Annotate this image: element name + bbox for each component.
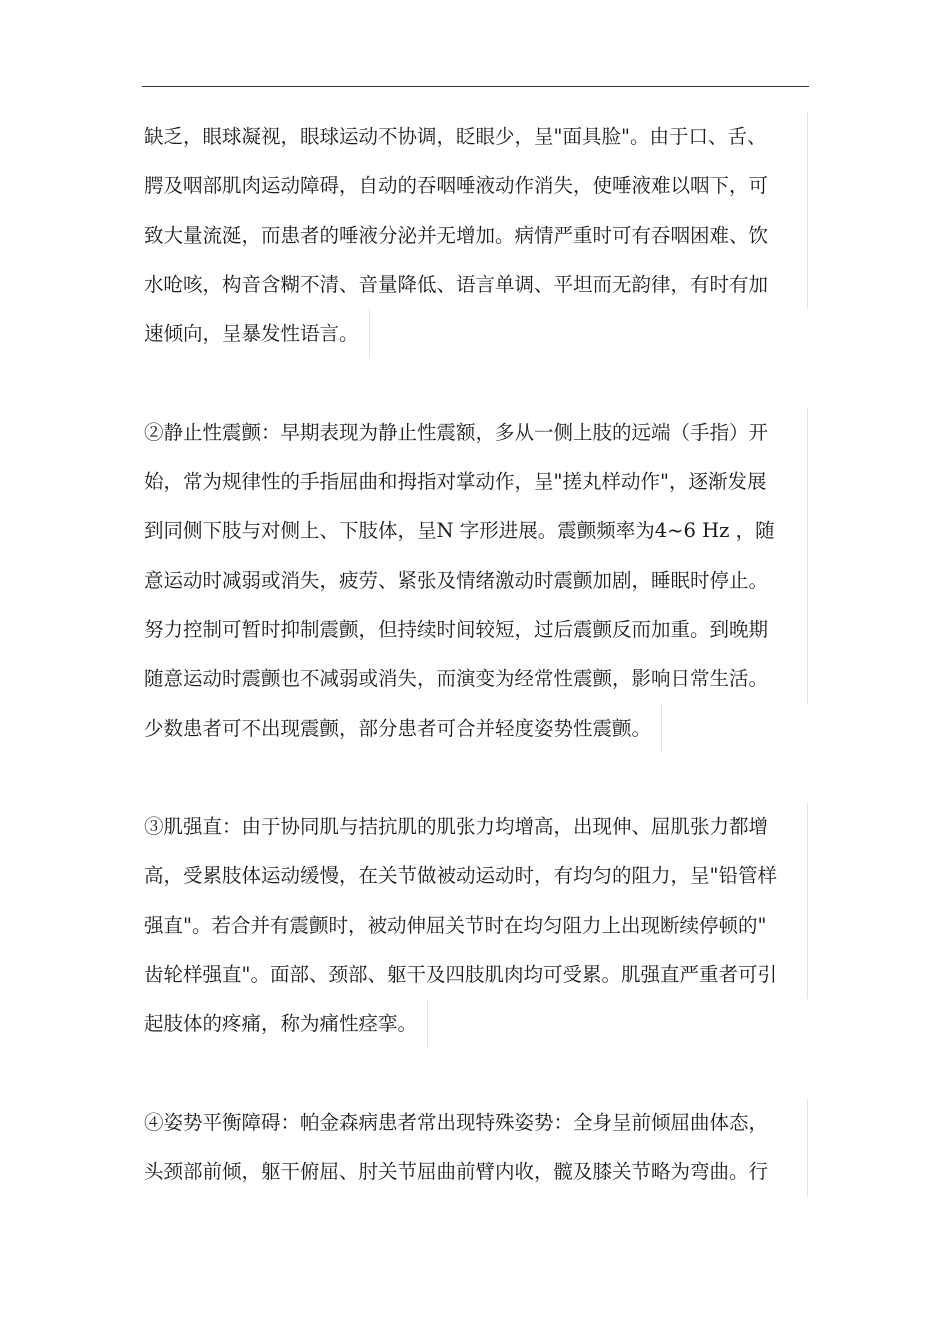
text-line: 少数患者可不出现震颤，部分患者可合并轻度姿势性震颤。 xyxy=(144,704,662,753)
paragraph-expression-speech xyxy=(144,112,808,358)
text-line: 到同侧下肢与对侧上、下肢体，呈N 字形进展。震颤频率为4~6 Hz ，随 xyxy=(144,506,808,555)
text-line: 头颈部前倾，躯干俯屈、肘关节屈曲前臂内收，髋及膝关节略为弯曲。行 xyxy=(144,1147,808,1196)
text-line: 强直"。若合并有震颤时，被动伸屈关节时在均匀阻力上出现断续停顿的" xyxy=(144,901,808,950)
text-line: 意运动时减弱或消失，疲劳、紧张及情绪激动时震颤加剧，睡眠时停止。 xyxy=(144,556,808,605)
text-line: ②静止性震颤：早期表现为静止性震额，多从一侧上肢的远端（手指）开 xyxy=(144,408,808,457)
text-line: 缺乏，眼球凝视，眼球运动不协调，眨眼少，呈"面具脸"。由于口、舌、 xyxy=(144,112,808,161)
paragraph-gap xyxy=(144,753,808,802)
paragraph-gap xyxy=(144,1049,808,1098)
document-body xyxy=(144,112,808,1197)
text-line: 速倾向，呈暴发性语言。 xyxy=(144,309,370,358)
text-line: 腭及咽部肌肉运动障碍，自动的吞咽唾液动作消失，使唾液难以咽下，可 xyxy=(144,161,808,210)
text-line: 水呛咳，构音含糊不清、音量降低、语言单调、平坦而无韵律，有时有加 xyxy=(144,260,808,309)
paragraph-resting-tremor xyxy=(144,408,808,753)
paragraph-rigidity xyxy=(144,802,808,1048)
text-line: 起肢体的疼痛，称为痛性痉挛。 xyxy=(144,999,428,1048)
header-rule xyxy=(142,86,809,87)
text-line: ④姿势平衡障碍：帕金森病患者常出现特殊姿势：全身呈前倾屈曲体态， xyxy=(144,1098,808,1147)
paragraph-postural-instability xyxy=(144,1098,808,1197)
text-line: 高，受累肢体运动缓慢，在关节做被动运动时，有均匀的阻力，呈"铅管样 xyxy=(144,851,808,900)
text-line: 致大量流涎，而患者的唾液分泌并无增加。病情严重时可有吞咽困难、饮 xyxy=(144,211,808,260)
text-line: 努力控制可暂时抑制震颤，但持续时间较短，过后震颤反而加重。到晚期 xyxy=(144,605,808,654)
text-line: ③肌强直：由于协同肌与拮抗肌的肌张力均增高，出现伸、屈肌张力都增 xyxy=(144,802,808,851)
paragraph-gap xyxy=(144,358,808,407)
text-line: 齿轮样强直"。面部、颈部、躯干及四肢肌肉均可受累。肌强直严重者可引 xyxy=(144,950,808,999)
text-line: 始，常为规律性的手指屈曲和拇指对掌动作，呈"搓丸样动作"，逐渐发展 xyxy=(144,457,808,506)
text-line: 随意运动时震颤也不减弱或消失，而演变为经常性震颤，影响日常生活。 xyxy=(144,654,808,703)
